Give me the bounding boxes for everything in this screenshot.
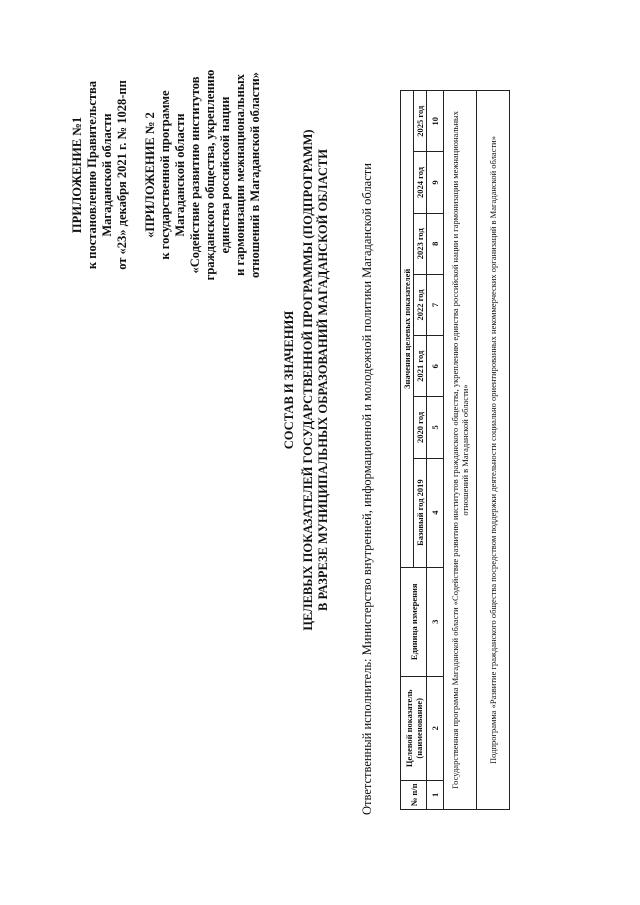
- header-values: Значения целевых показателей: [401, 91, 414, 568]
- appendix-line: к государственной программе: [158, 90, 172, 260]
- column-number: 3: [427, 567, 444, 676]
- header-indicator: Целевой показатель (наименование): [401, 676, 427, 780]
- appendix-line: к постановлению Правительства: [85, 80, 99, 270]
- program-row: [444, 91, 477, 810]
- appendix-subtitle: «ПРИЛОЖЕНИЕ № 2: [143, 112, 157, 238]
- column-number: 6: [427, 336, 444, 397]
- header-year: 2024 год: [414, 152, 427, 213]
- heading-line-1: СОСТАВ И ЗНАЧЕНИЯ: [282, 310, 296, 450]
- header-year: 2020 год: [414, 397, 427, 458]
- column-number: 7: [427, 274, 444, 335]
- appendix-title: ПРИЛОЖЕНИЕ №1: [70, 116, 84, 234]
- subprogram-title: Подпрограмма «Развитие гражданского общества посредством поддержки деятельности социально ориентированных некоммерческих организаций в Магаданской области»: [477, 91, 510, 810]
- document-heading: [282, 100, 331, 660]
- header-year: 2022 год: [414, 274, 427, 335]
- heading-line-2: ЦЕЛЕВЫХ ПОКАЗАТЕЛЕЙ ГОСУДАРСТВЕННОЙ ПРОГРАММЫ (ПОДПРОГРАММ): [301, 129, 315, 631]
- header-unit: Единица измерения: [401, 567, 427, 676]
- appendix-line: единства российской нации: [218, 96, 232, 254]
- column-number: 9: [427, 152, 444, 213]
- appendix-line: Магаданской области: [173, 113, 187, 237]
- appendix-block: [70, 60, 263, 290]
- appendix-date-line: от «23» декабря 2021 г. № 1028-пп: [115, 80, 129, 270]
- appendix-line: гражданского общества, укреплению: [203, 69, 217, 281]
- heading-line-3: В РАЗРЕЗЕ МУНИЦИПАЛЬНЫХ ОБРАЗОВАНИЙ МАГАДАНСКОЙ ОБЛАСТИ: [316, 149, 330, 611]
- header-year: 2021 год: [414, 336, 427, 397]
- appendix-line: отношений в Магаданской области»: [248, 72, 262, 278]
- column-number: 5: [427, 397, 444, 458]
- header-num: № п/п: [401, 780, 427, 809]
- subprogram-row: [477, 91, 510, 810]
- column-number: 1: [427, 780, 444, 809]
- responsible-executor: Ответственный исполнитель: Министерство внутренней, информационной и молодежной политики Магаданской области: [360, 163, 374, 815]
- column-number: 4: [427, 458, 444, 567]
- header-year: 2025 год: [414, 91, 427, 152]
- column-number: 8: [427, 213, 444, 274]
- column-number: 2: [427, 676, 444, 780]
- appendix-line: Магаданской области: [100, 113, 114, 237]
- column-numbers-row: [427, 91, 444, 810]
- target-indicators-table: [400, 90, 510, 810]
- program-title: Государственная программа Магаданской области «Содействие развитию институтов гражданского общества, укреплению единства российской нации и гармонизации межнациональных отношений в Магаданской области»: [444, 91, 477, 810]
- appendix-line: «Содействие развитию институтов: [188, 76, 202, 274]
- appendix-line: и гармонизации межнациональных: [233, 74, 247, 276]
- column-number: 10: [427, 91, 444, 152]
- header-year: Базовый год 2019: [414, 458, 427, 567]
- header-year: 2023 год: [414, 213, 427, 274]
